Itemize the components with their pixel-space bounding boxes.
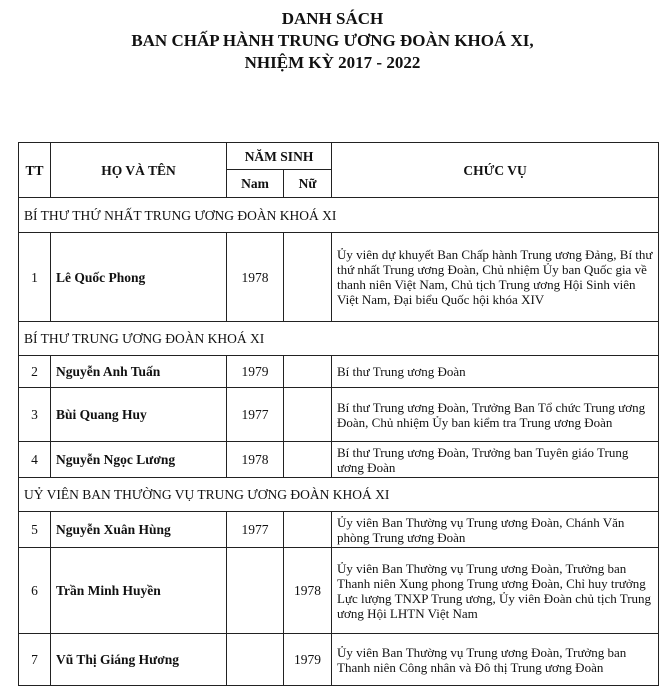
header-birth-year: NĂM SINH (227, 143, 332, 170)
birth-year-male: 1978 (227, 233, 284, 322)
table-row (19, 548, 659, 634)
row-number: 5 (19, 512, 51, 548)
birth-year-female (284, 442, 332, 478)
birth-year-male (227, 634, 284, 686)
section-title: BÍ THƯ THỨ NHẤT TRUNG ƯƠNG ĐOÀN KHOÁ XI (19, 198, 659, 233)
header-position: CHỨC VỤ (332, 143, 659, 198)
roster-table (18, 142, 659, 686)
member-position: Bí thư Trung ương Đoàn (332, 356, 659, 388)
member-name: Bùi Quang Huy (51, 388, 227, 442)
member-position: Ủy viên Ban Thường vụ Trung ương Đoàn, Trưởng ban Thanh niên Xung phong Trung ương Đoàn, Chỉ huy trưởng Lực lượng TNXP Trung ương, Ủy viên Đoàn chủ tịch Trung ương Hội LHTN Việt Nam (332, 548, 659, 634)
birth-year-female (284, 388, 332, 442)
member-position: Ủy viên Ban Thường vụ Trung ương Đoàn, Trưởng ban Thanh niên Công nhân và Đô thị Trung ương Đoàn (332, 634, 659, 686)
table-row (19, 233, 659, 322)
section-title: BÍ THƯ TRUNG ƯƠNG ĐOÀN KHOÁ XI (19, 322, 659, 356)
birth-year-female (284, 356, 332, 388)
row-number: 3 (19, 388, 51, 442)
row-number: 7 (19, 634, 51, 686)
member-name: Trần Minh Huyền (51, 548, 227, 634)
section-title: UỶ VIÊN BAN THƯỜNG VỤ TRUNG ƯƠNG ĐOÀN KHOÁ XI (19, 478, 659, 512)
birth-year-male: 1977 (227, 512, 284, 548)
birth-year-male: 1979 (227, 356, 284, 388)
table-row (19, 634, 659, 686)
row-number: 1 (19, 233, 51, 322)
birth-year-male: 1977 (227, 388, 284, 442)
table-row (19, 442, 659, 478)
header-male: Nam (227, 170, 284, 198)
member-position: Bí thư Trung ương Đoàn, Trưởng Ban Tổ chức Trung ương Đoàn, Chủ nhiệm Ủy ban kiểm tra Trung ương Đoàn (332, 388, 659, 442)
birth-year-female (284, 512, 332, 548)
table-row (19, 356, 659, 388)
birth-year-female (284, 233, 332, 322)
member-name: Lê Quốc Phong (51, 233, 227, 322)
section-row (19, 198, 659, 233)
birth-year-male: 1978 (227, 442, 284, 478)
member-name: Nguyễn Anh Tuấn (51, 356, 227, 388)
birth-year-male (227, 548, 284, 634)
birth-year-female: 1979 (284, 634, 332, 686)
member-name: Nguyễn Xuân Hùng (51, 512, 227, 548)
title-line-1: DANH SÁCH (281, 9, 384, 28)
section-row (19, 478, 659, 512)
header-tt: TT (19, 143, 51, 198)
row-number: 4 (19, 442, 51, 478)
header-name: HỌ VÀ TÊN (51, 143, 227, 198)
row-number: 2 (19, 356, 51, 388)
member-position: Ủy viên Ban Thường vụ Trung ương Đoàn, Chánh Văn phòng Trung ương Đoàn (332, 512, 659, 548)
member-name: Nguyễn Ngọc Lương (51, 442, 227, 478)
table-row (19, 512, 659, 548)
table-row (19, 388, 659, 442)
title-line-3: NHIỆM KỲ 2017 - 2022 (244, 53, 421, 72)
header-female: Nữ (284, 170, 332, 198)
row-number: 6 (19, 548, 51, 634)
member-name: Vũ Thị Giáng Hương (51, 634, 227, 686)
birth-year-female: 1978 (284, 548, 332, 634)
section-row (19, 322, 659, 356)
title-line-2: BAN CHẤP HÀNH TRUNG ƯƠNG ĐOÀN KHOÁ XI, (131, 31, 534, 50)
member-position: Ủy viên dự khuyết Ban Chấp hành Trung ương Đảng, Bí thư thứ nhất Trung ương Đoàn, Chủ nhiệm Ủy ban Quốc gia về thanh niên Việt Nam, Chủ tịch Trung ương Hội Sinh viên Việt Nam, Đại biểu Quốc hội khóa XIV (332, 233, 659, 322)
document-title (0, 8, 665, 74)
member-position: Bí thư Trung ương Đoàn, Trưởng ban Tuyên giáo Trung ương Đoàn (332, 442, 659, 478)
